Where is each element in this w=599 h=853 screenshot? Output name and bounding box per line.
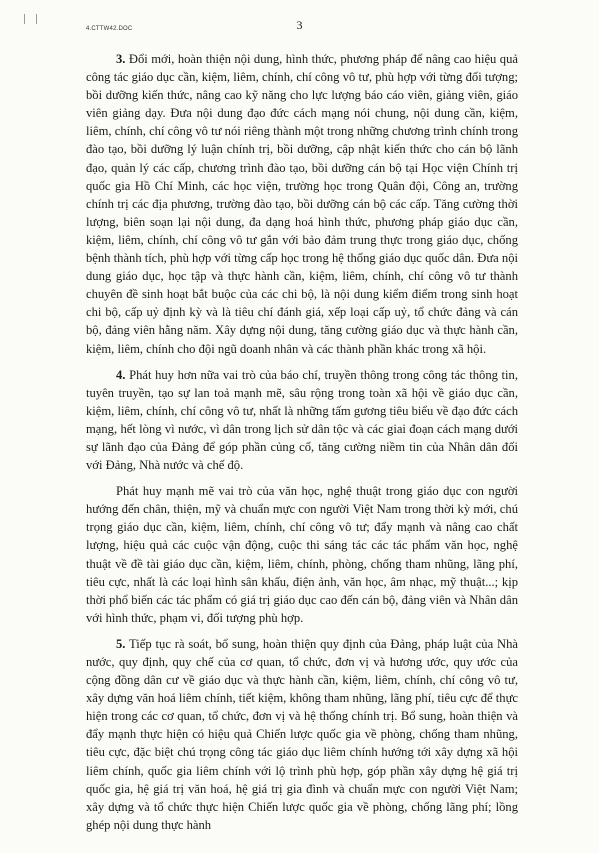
paragraph-number: 3. [116, 52, 126, 66]
paragraph-4 [86, 366, 518, 475]
paragraph-4-continued [86, 482, 518, 627]
paragraph-text: Đổi mới, hoàn thiện nội dung, hình thức, phương pháp để nâng cao hiệu quả công tác giáo dục cần, kiệm, liêm, chính, chí công vô tư, phù hợp với từng đối tượng; bồi dưỡng kiến thức, nâng cao kỹ năng cho lực lượng báo cáo viên, giảng viên, giáo viên giảng dạy. Đưa nội dung đạo đức cách mạng nói chung, nội dung cần, kiệm, liêm, chính, chí công vô tư nói riêng thành một trong những chương trình chính trong đào tạo, bồi dưỡng lý luận chính trị, bồi dưỡng, cập nhật kiến thức cho cán bộ lãnh đạo, quản lý các cấp, chương trình đào tạo, bồi dưỡng cán bộ tại Học viện Chính trị quốc gia Hồ Chí Minh, các học viện, trường học trong Quân đội, Công an, trường chính trị các địa phương, trường đào tạo, bồi dưỡng cán bộ các cấp. Tăng cường thời lượng, biên soạn lại nội dung, đa dạng hoá hình thức, phương pháp giáo dục cần, kiệm, liêm, chính, chí công vô tư gắn với bảo đảm trung thực trong giáo dục, chống bệnh thành tích, phù hợp với từng cấp học trong hệ thống giáo dục quốc dân. Đưa nội dung giáo dục, học tập và thực hành cần, kiệm, liêm, chính, chí công vô tư thành chuyên đề sinh hoạt bắt buộc của các chi bộ, là nội dung kiểm điểm trong sinh hoạt chi bộ, cấp uỷ định kỳ và là tiêu chí đánh giá, xếp loại cấp uỷ, tổ chức đảng và cán bộ, đảng viên hằng năm. Xây dựng nội dung, tăng cường giáo dục và thực hành cần, kiệm, liêm, chính cho đội ngũ doanh nhân và các thành phần khác trong xã hội. [86, 52, 518, 356]
file-label: 4.CTTW42.DOC [86, 26, 133, 32]
paragraph-text: Phát huy mạnh mẽ vai trò của văn học, nghệ thuật trong giáo dục con người hướng đến chân, thiện, mỹ và chuẩn mực con người Việt Nam trong thời kỳ mới, chú trọng giáo dục cần, kiệm, liêm, chính, chí công vô tư; đẩy mạnh và nâng cao chất lượng, hiệu quả các cuộc vận động, cuộc thi sáng tác các tác phẩm văn học, nghệ thuật về đề tài giáo dục cần, kiệm, liêm, chính, phòng, chống tham nhũng, lãng phí, tiêu cực, nhất là các loại hình sân khấu, điện ảnh, văn học, âm nhạc, mỹ thuật...; kịp thời phổ biến các tác phẩm có giá trị giáo dục cao đến cán bộ, đảng viên và Nhân dân với hình thức, phạm vi, đối tượng phù hợp. [86, 484, 518, 625]
paragraph-number: 5. [116, 636, 126, 651]
paragraph-number: 4. [116, 367, 126, 382]
document-body [86, 50, 518, 834]
page-number: 3 [296, 18, 303, 32]
paragraph-3 [86, 50, 518, 358]
paragraph-text: Phát huy hơn nữa vai trò của báo chí, truyền thông trong công tác thông tin, tuyên truyền, tạo sự lan toả mạnh mẽ, sâu rộng trong toàn xã hội về giáo dục cần, kiệm, liêm, chính, chí công vô tư, nhất là những tấm gương tiêu biểu về đạo đức cách mạng, hết lòng vì nước, vì dân trong lịch sử dân tộc và các giai đoạn cách mạng dưới sự lãnh đạo của Đảng để góp phần củng cố, tăng cường niềm tin của Nhân dân đối với Đảng, Nhà nước và chế độ. [86, 367, 518, 473]
paragraph-5 [86, 635, 518, 834]
paragraph-text: Tiếp tục rà soát, bổ sung, hoàn thiện quy định của Đảng, pháp luật của Nhà nước, quy định, quy chế của cơ quan, tổ chức, đơn vị và hương ước, quy ước của cộng đồng dân cư về giáo dục và thực hành cần, kiệm, liêm, chính, chí công vô tư, xây dựng văn hoá liêm chính, tiết kiệm, không tham nhũng, lãng phí, tiêu cực để thực hiện trong các cơ quan, tổ chức, đơn vị và hệ thống chính trị. Bổ sung, hoàn thiện và đẩy mạnh thực hiện có hiệu quả Chiến lược quốc gia về phòng, chống tham nhũng, tiêu cực, đặc biệt chú trọng công tác giáo dục liêm chính hướng tới xây dựng xã hội liêm chính, quốc gia liêm chính với lộ trình phù hợp, góp phần xây dựng hệ giá trị quốc gia, hệ giá trị văn hoá, hệ giá trị gia đình và chuẩn mực con người Việt Nam; xây dựng và tổ chức thực hiện Chiến lược quốc gia về phòng, chống lãng phí; lồng ghép nội dung thực hành [86, 636, 518, 832]
